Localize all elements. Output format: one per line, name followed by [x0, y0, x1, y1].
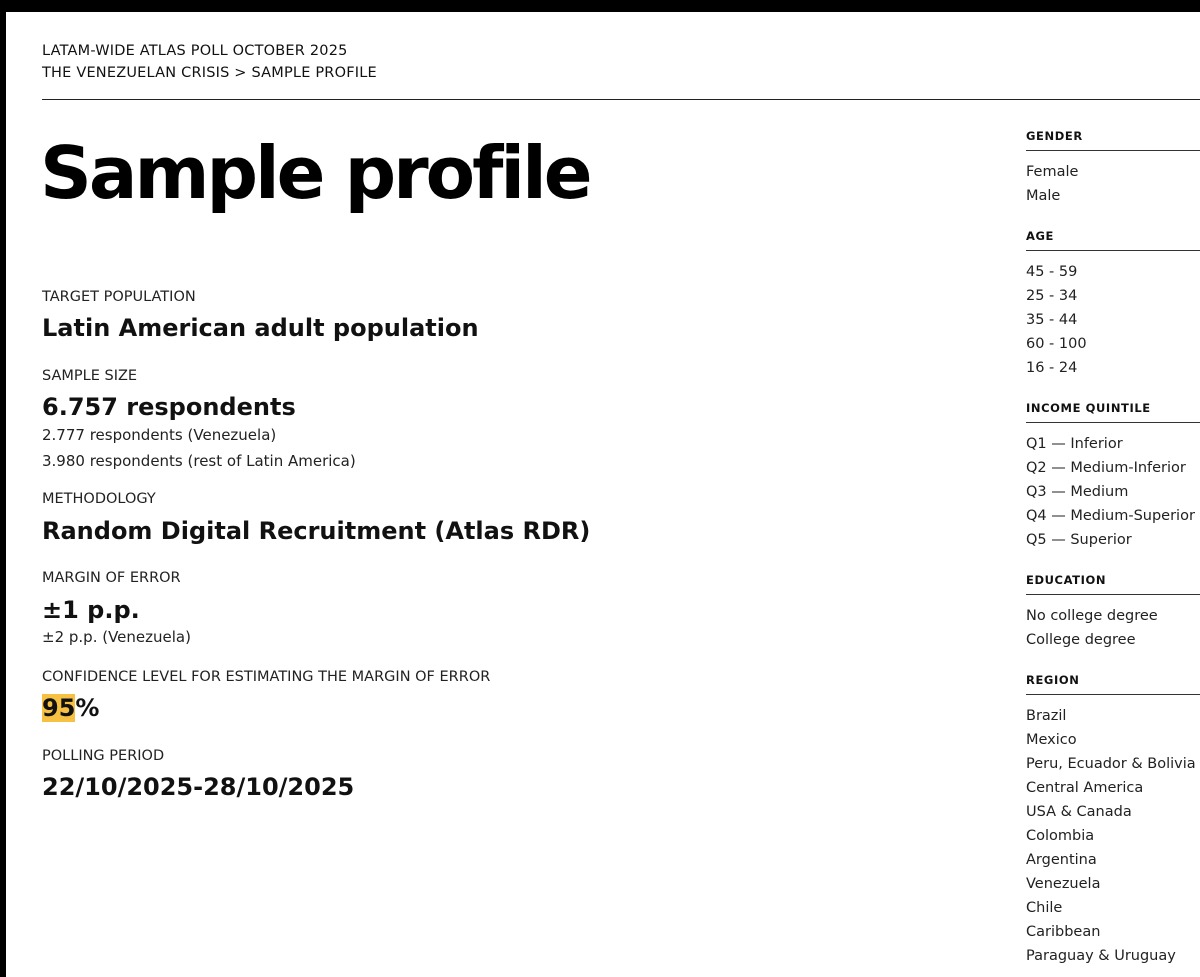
methodology-value: Random Digital Recruitment (Atlas RDR)	[42, 517, 591, 545]
region-item: Argentina	[1026, 852, 1097, 868]
age-item: 35 - 44	[1026, 312, 1078, 328]
region-item: Colombia	[1026, 828, 1095, 844]
age-item: 60 - 100	[1026, 336, 1087, 352]
left-frame-bar	[0, 0, 6, 977]
region-item: Central America	[1026, 780, 1144, 796]
sample-size-rest: 3.980 respondents (rest of Latin America)	[42, 452, 356, 470]
breadcrumb	[42, 40, 377, 84]
region-item: Mexico	[1026, 732, 1077, 748]
income-item: Q5 — Superior	[1026, 532, 1132, 548]
region-item: Venezuela	[1026, 876, 1101, 892]
breadcrumb-path	[42, 62, 377, 84]
top-frame-bar	[0, 0, 1200, 12]
education-item: College degree	[1026, 632, 1136, 648]
methodology-label: METHODOLOGY	[42, 491, 156, 507]
region-heading: REGION	[1026, 672, 1200, 695]
target-population-value: Latin American adult population	[42, 314, 479, 342]
polling-period-label: POLLING PERIOD	[42, 748, 165, 764]
polling-period-value: 22/10/2025-28/10/2025	[42, 773, 355, 801]
breadcrumb-separator: >	[234, 65, 247, 81]
sample-size-label: SAMPLE SIZE	[42, 368, 138, 384]
margin-of-error-venezuela: ±2 p.p. (Venezuela)	[42, 628, 191, 646]
education-heading: EDUCATION	[1026, 572, 1200, 595]
region-item: Caribbean	[1026, 924, 1101, 940]
income-item: Q3 — Medium	[1026, 484, 1129, 500]
confidence-level-unit: %	[75, 694, 100, 722]
target-population-label: TARGET POPULATION	[42, 289, 196, 305]
education-item: No college degree	[1026, 608, 1158, 624]
confidence-level-number: 95	[42, 694, 76, 722]
gender-heading: GENDER	[1026, 128, 1200, 151]
region-item: Peru, Ecuador & Bolivia	[1026, 756, 1196, 772]
region-item: Chile	[1026, 900, 1063, 916]
age-item: 45 - 59	[1026, 264, 1078, 280]
region-item: Brazil	[1026, 708, 1067, 724]
breadcrumb-section[interactable]: THE VENEZUELAN CRISIS	[42, 65, 230, 81]
confidence-level-label: CONFIDENCE LEVEL FOR ESTIMATING THE MARGIN OF ERROR	[42, 669, 491, 685]
age-item: 25 - 34	[1026, 288, 1078, 304]
region-item: Paraguay & Uruguay	[1026, 948, 1176, 964]
breadcrumb-current: SAMPLE PROFILE	[251, 65, 377, 81]
poll-title: LATAM-WIDE ATLAS POLL OCTOBER 2025	[42, 43, 348, 59]
sample-size-venezuela: 2.777 respondents (Venezuela)	[42, 426, 277, 444]
confidence-level-value	[42, 693, 99, 723]
gender-item: Male	[1026, 188, 1061, 204]
gender-item: Female	[1026, 164, 1079, 180]
income-quintile-heading: INCOME QUINTILE	[1026, 400, 1200, 423]
region-item: USA & Canada	[1026, 804, 1132, 820]
sample-size-value: 6.757 respondents	[42, 393, 296, 421]
age-item: 16 - 24	[1026, 360, 1078, 376]
income-item: Q2 — Medium-Inferior	[1026, 460, 1186, 476]
page-title: Sample profile	[40, 131, 590, 215]
income-item: Q4 — Medium-Superior	[1026, 508, 1195, 524]
header-divider	[42, 99, 1200, 100]
age-heading: AGE	[1026, 228, 1200, 251]
income-item: Q1 — Inferior	[1026, 436, 1123, 452]
margin-of-error-value: ±1 p.p.	[42, 596, 140, 624]
margin-of-error-label: MARGIN OF ERROR	[42, 570, 181, 586]
